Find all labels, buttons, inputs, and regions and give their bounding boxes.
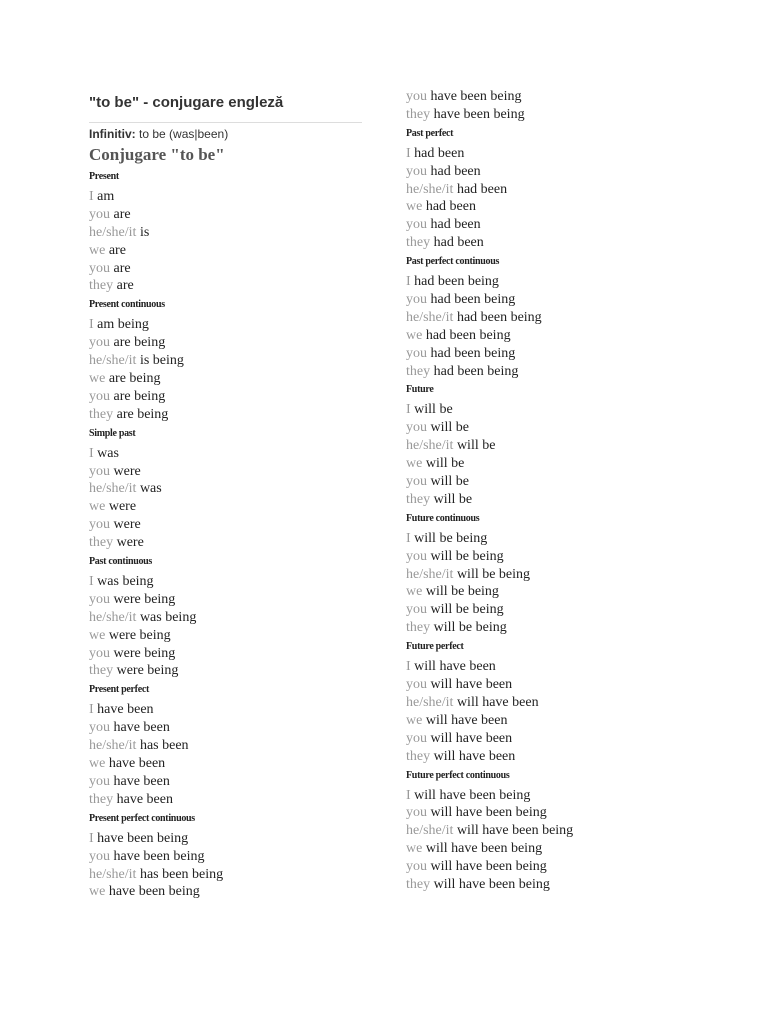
verb-form: will be being [456,566,531,582]
verb-form: was being [139,609,197,625]
tense-heading: Future perfect [406,641,464,653]
pronoun: you [89,848,110,864]
verb-form: have been [97,702,154,718]
pronoun: you [89,591,110,607]
conjugation-heading: Conjugare "to be" [89,145,225,164]
conjugation-line [89,609,389,627]
pronoun: they [89,663,114,679]
conjugation-line [406,530,706,548]
verb-form: had been [433,235,484,251]
verb-form: will be being [430,602,504,618]
verb-form: will have been being [456,823,574,839]
pronoun: he/she/it [89,866,137,882]
verb-form: were being [113,591,176,607]
verb-form: will have been being [430,859,547,875]
conjugation-line [89,480,389,498]
conjugation-line [89,534,389,552]
conjugation-line [406,88,706,106]
verb-form: has been being [139,866,224,882]
verb-form: had been being [430,345,516,361]
conjugation-line [89,260,389,278]
pronoun: you [406,548,427,564]
conjugation-line [406,712,706,730]
pronoun: you [406,89,427,104]
pronoun: you [406,292,427,308]
verb-form: are being [113,388,166,404]
verb-form: will have been [456,694,539,710]
verb-form: will have been [430,730,513,746]
conjugation-line [406,163,706,181]
conjugation-line [89,848,389,866]
continued-lines [406,88,706,124]
pronoun: he/she/it [89,738,137,754]
verb-form: will be being [414,530,488,546]
pronoun: you [406,730,427,746]
verb-form: were being [116,663,179,679]
conjugation-line [89,883,389,901]
pronoun: he/she/it [89,609,137,625]
infinitive-value: to be (was|been) [139,127,229,141]
verb-form: had been [414,145,465,161]
pronoun: they [89,406,114,422]
pronoun: we [406,584,423,600]
conjugation-line [89,701,389,719]
pronoun: we [89,884,106,900]
tense-heading: Past perfect [406,127,454,139]
pronoun: I [406,787,411,803]
pronoun: I [406,145,411,161]
conjugation-line [89,406,389,424]
pronoun: you [89,260,110,276]
conjugation-line [406,106,706,124]
verb-form: had been being [433,363,519,379]
conjugation-line [406,455,706,473]
conjugation-line [89,334,389,352]
verb-form: were being [108,627,171,643]
verb-form: will be [430,420,469,436]
pronoun: they [406,106,431,122]
verb-form: am [97,189,115,204]
conjugation-line [406,473,706,491]
verb-form: have been being [108,884,200,900]
pronoun: he/she/it [406,309,454,325]
conjugation-line [89,573,389,591]
pronoun: you [406,163,427,179]
conjugation-line [406,876,706,894]
conjugation-line [89,463,389,481]
conjugation-line [406,181,706,199]
conjugation-line [406,345,706,363]
pronoun: he/she/it [89,481,137,497]
verb-form: had been being [430,292,516,308]
verb-form: will have been [414,659,496,675]
pronoun: I [89,830,94,846]
pronoun: you [89,388,110,404]
conjugation-line [89,791,389,809]
verb-form: will have been [425,712,508,728]
verb-form: will be [433,491,473,507]
verb-form: have been being [97,830,189,846]
verb-form: had been [430,217,481,233]
conjugation-line [406,566,706,584]
conjugation-line [406,619,706,637]
conjugation-line [89,645,389,663]
pronoun: he/she/it [406,823,454,839]
pronoun: I [406,659,411,675]
conjugation-line [89,773,389,791]
conjugation-line [406,748,706,766]
conjugation-line [89,370,389,388]
conjugation-line [89,516,389,534]
pronoun: we [406,327,423,343]
verb-form: were being [113,645,176,661]
pronoun: you [406,474,427,490]
right-column [406,88,706,894]
verb-form: will have been [430,677,513,693]
conjugation-line [406,234,706,252]
pronoun: he/she/it [406,566,454,582]
verb-form: will be [414,402,453,418]
verb-form: had been [456,181,508,197]
tense-heading: Present [89,171,119,182]
conjugation-line [89,224,389,242]
verb-form: are being [116,406,169,422]
pronoun: we [406,841,423,857]
verb-form: are [116,278,134,294]
verb-form: are [113,206,131,222]
pronoun: you [89,463,110,479]
verb-form: had been [425,199,476,215]
verb-form: will be being [430,548,504,564]
verb-form: will have been being [425,841,543,857]
title-divider [89,122,362,123]
conjugation-line [89,830,389,848]
conjugation-line [406,658,706,676]
conjugation-line [406,291,706,309]
verb-form: have been being [430,89,522,104]
pronoun: we [406,712,423,728]
pronoun: you [89,335,110,351]
conjugation-line [406,601,706,619]
tense-heading: Simple past [89,427,136,439]
conjugation-line [89,445,389,463]
pronoun: you [406,805,427,821]
tense-heading: Past perfect continuous [406,256,500,268]
conjugation-line [406,145,706,163]
pronoun: we [406,199,423,215]
conjugation-line [406,840,706,858]
verb-form: had been being [456,309,542,325]
right-tense-sections [406,127,706,894]
verb-form: were [113,517,141,533]
conjugation-line [89,737,389,755]
tense-heading: Future continuous [406,512,480,524]
pronoun: I [89,317,94,333]
conjugation-line [89,352,389,370]
verb-form: are [108,242,126,258]
pronoun: I [89,702,94,718]
verb-form: have been [116,791,173,807]
document-title: "to be" - conjugare engleză [89,94,284,111]
verb-form: will be [430,474,469,490]
verb-form: will have been being [433,876,550,892]
conjugation-line [406,273,706,291]
conjugation-line [89,188,389,206]
verb-form: was [139,481,162,497]
tense-heading: Present continuous [89,299,165,311]
conjugation-line [89,498,389,516]
conjugation-line [406,730,706,748]
pronoun: I [406,402,411,418]
verb-form: am being [97,317,149,333]
conjugation-line [406,676,706,694]
verb-form: have been [108,756,166,772]
left-column [89,88,389,901]
pronoun: we [89,371,106,387]
conjugation-line [406,327,706,345]
verb-form: will have been [433,748,516,764]
infinitive-line [89,126,389,143]
conjugation-line [89,277,389,295]
pronoun: we [89,499,106,515]
conjugation-line [89,316,389,334]
pronoun: you [406,345,427,361]
tense-heading: Present perfect continuous [89,812,195,824]
verb-form: were [108,499,137,515]
pronoun: we [89,242,106,258]
conjugation-line [89,866,389,884]
pronoun: they [89,791,114,807]
verb-form: were [113,463,141,479]
verb-form: will be being [433,620,507,636]
conjugation-line [406,491,706,509]
tense-heading: Future [406,384,434,396]
verb-form: was being [97,574,154,590]
verb-form: was [97,445,119,461]
pronoun: we [406,456,423,472]
pronoun: I [89,189,94,204]
conjugation-line [406,694,706,712]
infinitive-label: Infinitiv: [89,127,136,141]
tense-heading: Past continuous [89,556,153,568]
conjugation-line [406,858,706,876]
conjugation-line [406,401,706,419]
pronoun: I [89,574,94,590]
conjugation-line [89,662,389,680]
verb-form: have been being [433,106,525,122]
pronoun: he/she/it [406,694,454,710]
verb-form: has been [139,738,189,754]
conjugation-line [406,198,706,216]
tense-heading: Present perfect [89,684,150,696]
pronoun: they [406,876,431,892]
pronoun: I [89,445,94,461]
pronoun: you [89,206,110,222]
verb-form: will be being [425,584,499,600]
verb-form: are being [108,371,161,387]
pronoun: he/she/it [406,181,454,197]
pronoun: you [89,773,110,789]
pronoun: you [406,859,427,875]
conjugation-line [406,787,706,805]
conjugation-line [89,242,389,260]
verb-form: are [113,260,131,276]
verb-form: had been [430,163,481,179]
conjugation-line [406,363,706,381]
conjugation-line [406,548,706,566]
pronoun: you [406,602,427,618]
verb-form: had been being [414,274,499,290]
conjugation-line [89,388,389,406]
conjugation-line [406,309,706,327]
verb-form: will have been being [430,805,547,821]
verb-form: have been [113,720,170,736]
verb-form: is [139,224,150,240]
pronoun: they [406,363,431,379]
pronoun: he/she/it [89,224,137,240]
pronoun: you [406,677,427,693]
pronoun: we [89,627,106,643]
verb-form: are being [113,335,166,351]
pronoun: they [406,748,431,764]
pronoun: you [89,720,110,736]
pronoun: I [406,530,411,546]
conjugation-line [89,755,389,773]
verb-form: had been being [425,327,511,343]
left-tense-sections [89,170,389,901]
pronoun: they [406,620,431,636]
conjugation-line [89,627,389,645]
pronoun: I [406,274,411,290]
pronoun: he/she/it [89,353,137,369]
conjugation-line [406,437,706,455]
verb-form: will be [425,456,465,472]
verb-form: is being [139,353,184,369]
verb-form: have been [113,773,170,789]
conjugation-line [89,719,389,737]
conjugation-line [89,206,389,224]
conjugation-line [406,216,706,234]
pronoun: they [406,235,431,251]
conjugation-line [89,591,389,609]
pronoun: you [406,420,427,436]
pronoun: you [89,517,110,533]
pronoun: you [89,645,110,661]
conjugation-line [406,804,706,822]
tense-heading: Future perfect continuous [406,769,510,781]
pronoun: you [406,217,427,233]
pronoun: we [89,756,106,772]
verb-form: will have been being [414,787,531,803]
pronoun: they [89,535,114,551]
verb-form: have been being [113,848,205,864]
conjugation-line [406,583,706,601]
pronoun: they [406,491,431,507]
verb-form: will be [456,438,496,454]
pronoun: they [89,278,114,294]
pronoun: he/she/it [406,438,454,454]
conjugation-line [406,822,706,840]
verb-form: were [116,535,144,551]
conjugation-line [406,419,706,437]
